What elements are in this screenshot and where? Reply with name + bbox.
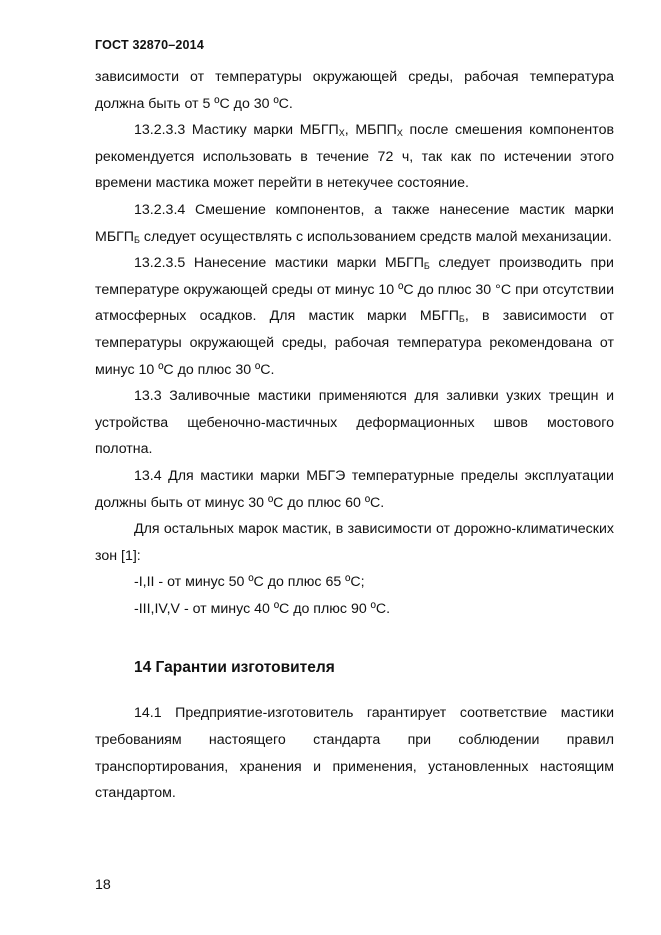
- paragraph-13-2-3-5: 13.2.3.5 Нанесение мастики марки $МБГП_Б$ следует производить при температуре окружающей среды от минус 10 ºС до плюс 30 °С при отсутствии атмосферных осадков. Для мастик марки $МБГП_Б$, в зависимости от температуры окружающей среды, рабочая температура рекомендована от минус 10 ºС до плюс 30 ºС.: [95, 255, 615, 378]
- section-heading-14: 14 Гарантии изготовителя: [134, 659, 335, 677]
- document-header: ГОСТ 32870–2014: [95, 38, 204, 52]
- paragraph-continuation: зависимости от температуры окружающей среды, рабочая температура должна быть от 5 ºС до 30 ºС.: [95, 69, 614, 112]
- page-content: [95, 64, 614, 807]
- list-item-zones-3-5: -III,IV,V - от минус 40 ºС до плюс 90 ºС.: [134, 600, 391, 617]
- paragraph-13-2-3-3: 13.2.3.3 Мастику марки $МБГП_Х$, $МБПП_Х$ после смешения компонентов рекомендуется использовать в течение 72 ч, так как по истечении этого времени мастика может перейти в нетекучее состояние.: [95, 122, 614, 192]
- paragraph-13-4: 13.4 Для мастики марки МБГЭ температурные пределы эксплуатации должны быть от минус 30 ºС до плюс 60 ºС.: [95, 467, 614, 511]
- paragraph-other-grades: Для остальных марок мастик, в зависимости от дорожно-климатических зон [1]:: [95, 521, 614, 564]
- list-item-zones-1-2: -I,II - от минус 50 ºС до плюс 65 ºС;: [134, 574, 365, 591]
- paragraph-13-2-3-4: 13.2.3.4 Смешение компонентов, а также нанесение мастик марки $МБГП_Б$ следует осуществлять с использованием средств малой механизации.: [95, 201, 614, 245]
- paragraph-14-1: 14.1 Предприятие-изготовитель гарантирует соответствие мастики требованиям настоящего стандарта при соблюдении правил транспортирования, хранения и применения, установленных настоящим стандартом.: [95, 705, 614, 802]
- paragraph-13-3: 13.3 Заливочные мастики применяются для заливки узких трещин и устройства щебеночно-мастичных деформационных швов мостового полотна.: [95, 388, 614, 458]
- page-number: 18: [95, 877, 111, 893]
